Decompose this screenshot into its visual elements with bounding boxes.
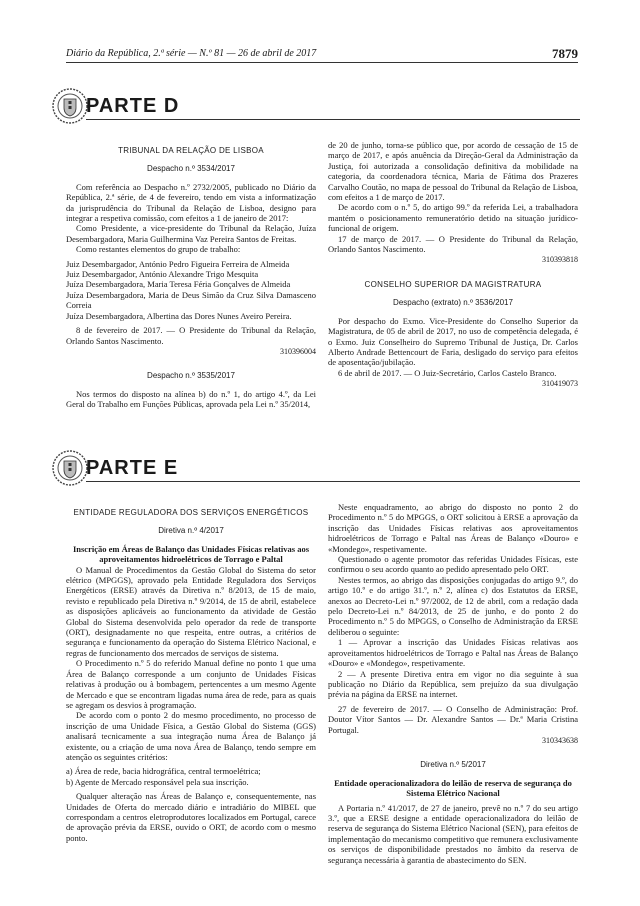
signature: 17 de março de 2017. — O Presidente do Tribunal da Relação, Orlando Santos Nascimento. [328,233,578,255]
paragraph: Por despacho do Exmo. Vice-Presidente do Conselho Superior da Magistratura, de 05 de abril de 2017, no uso de competência delegada, é o Exmo. Juiz Conselheiro do Supremo Tribunal de Justiça, Dr. Carlos Alberto Andrade Bettencourt de Faria, desligado do serviço para efeitos de aposentação/jubilação. [328,315,578,368]
list-item: b) Agente de Mercado responsável pela sua inscrição. [66,776,249,787]
paragraph: Como restantes elementos do grupo de trabalho: [76,244,241,255]
header-rule [66,62,578,63]
journal-title: Diário da República, 2.ª série — N.º 81 — 26 de abril de 2017 [66,48,317,59]
org-heading: ENTIDADE REGULADORA DOS SERVIÇOS ENERGÉTICOS [73,508,309,517]
parte-e-right-column [328,502,578,865]
parte-d-rule [86,119,580,120]
diretiva-title: Diretiva n.º 4/2017 [158,526,224,536]
member-item: Juíza Desembargadora, Maria Teresa Féria Gonçalves de Almeida [66,279,291,290]
paragraph: de 20 de junho, torna-se público que, por acordo de cessação de 15 de março de 2017, e após anuência da Direção-Geral da Administração da Justiça, foi autorizada a consolidação definitiva da mobilidade na categoria, da coordenadora técnica, Maria de Fátima dos Prazeres Carvalho Coutão, no mapa de pessoal do Tribunal da Relação de Lisboa, com efeitos a 1 de março de 2017. [328,140,578,203]
parte-e-rule [86,481,580,482]
parte-e-left-column [66,508,316,843]
reference-number: 310393818 [542,255,578,265]
reference-number: 310419073 [542,379,578,389]
org-heading: TRIBUNAL DA RELAÇÃO DE LISBOA [118,146,264,155]
org-heading: CONSELHO SUPERIOR DA MAGISTRATURA [364,279,542,289]
diretiva-heading: Entidade operacionalizadora do leilão de reserva de segurança do Sistema Elétrico Nacional [334,777,572,799]
despacho-title: Despacho n.º 3535/2017 [147,371,235,381]
member-item: Juíza Desembargadora, Maria de Deus Simão da Cruz Silva Damasceno Correia [66,289,316,311]
parte-d-left-column [66,146,316,410]
list-item: a) Área de rede, bacia hidrográfica, central termoelétrica; [66,766,261,777]
paragraph: Neste enquadramento, ao abrigo do disposto no ponto 2 do Procedimento n.º 5 do MPGGS, o ORT solicitou à ERSE a aprovação da inscrição das Unidades Físicas relativas aos aproveitamentos hidroelétricos de Torrago e Paltal nas Áreas de Balanço «Douro» e «Mondego», respetivamente. [328,502,578,554]
coat-of-arms-icon [50,448,90,488]
member-item: Juíza Desembargadora, Albertina das Dores Nunes Aveiro Pereira. [66,310,292,321]
despacho-title: Despacho n.º 3534/2017 [147,164,235,174]
paragraph: Questionado o agente promotor das referidas Unidades Físicas, este confirmou o seu acordo quanto ao pedido apresentado pelo ORT. [328,554,578,575]
signature: 6 de abril de 2017. — O Juiz-Secretário, Carlos Castelo Branco. [338,367,557,378]
parte-d-banner [50,86,580,130]
paragraph: 2 — A presente Diretiva entra em vigor no dia seguinte à sua publicação no Diário da República, sem prejuízo da sua divulgação prévia na página da ERSE na internet. [328,668,578,700]
paragraph: A Portaria n.º 41/2017, de 27 de janeiro, prevê no n.º 7 do seu artigo 3.º, que a ERSE designe a entidade operacionalizadora do leilão de reserva de segurança do Sistema Elétrico Nacional (SEN), para efeitos de implementação do mecanismo competitivo que remunera exclusivamente os serviços de disponibilidade prestados no âmbito da reserva de segurança necessária à garantia de abastecimento do SEN. [328,802,578,865]
diretiva-heading: Inscrição em Áreas de Balanço das Unidades Físicas relativas aos aproveitamentos hidroelétricos de Torrago e Paltal [72,543,310,565]
paragraph: Qualquer alteração nas Áreas de Balanço e, consequentemente, nas Unidades de Oferta do mercado diário e intradiário do MIBEL que correspondam a centros eletroprodutores localizados em Portugal, carece de aprovação prévia da ERSE, ouvido o ORT, de acordo com o mesmo ponto. [66,791,316,843]
paragraph: De acordo com o n.º 5, do artigo 99.º da referida Lei, a trabalhadora mantém o posicionamento remuneratório detido na situação jurídico-funcional de origem. [328,202,578,234]
parte-d-right-column [328,140,578,404]
signature: 27 de fevereiro de 2017. — O Conselho de Administração: Prof. Doutor Vítor Santos — Dr. Alexandre Santos — Dr.ª Maria Cristina Portugal. [328,703,578,735]
page-header [66,48,578,59]
paragraph: Como Presidente, a vice-presidente do Tribunal da Relação, Juíza Desembargadora, Maria Guilhermina Vaz Pereira Santos de Freitas. [66,223,316,244]
parte-e-banner [50,448,580,492]
paragraph: De acordo com o ponto 2 do mesmo procedimento, no processo de inscrição de uma Unidade Física, a Gestão Global do Sistema (GGS) analisará tecnicamente a sua integração numa Área de Balanço já existente, ou a criação de uma nova Área de Balanço, tendo sempre em atenção os seguintes critérios: [66,710,316,762]
paragraph: Nos termos do disposto na alínea b) do n.º 1, do artigo 4.º, da Lei Geral do Trabalho em Funções Públicas, aprovada pela Lei n.º 35/2014, [66,388,316,410]
parte-d-title: PARTE D [86,95,180,117]
signature: 8 de fevereiro de 2017. — O Presidente do Tribunal da Relação, Orlando Santos Nascimento. [66,325,316,346]
despacho-title: Despacho (extrato) n.º 3536/2017 [393,298,513,308]
member-item: Juiz Desembargador, António Pedro Figueira Ferreira de Almeida [66,258,290,269]
page-number: 7879 [552,46,578,61]
paragraph: Com referência ao Despacho n.º 2732/2005, publicado no Diário da República, 2.ª série, de 4 de fevereiro, tendo em vista a informatização da jurisprudência do Tribunal da Relação de Lisboa, designo para integrar a respetiva comissão, com efeitos a 1 de janeiro de 2017: [66,181,316,224]
member-item: Juiz Desembargador, António Alexandre Trigo Mesquita [66,269,259,280]
diretiva-title: Diretiva n.º 5/2017 [420,760,486,770]
paragraph: O Procedimento n.º 5 do referido Manual define no ponto 1 que uma Área de Balanço corresponde a um conjunto de Unidades Físicas relativas à produção ou à bombagem, pertencentes a um mesmo Agente de Mercado e que se encontram ligadas numa área de rede, para as quais se agregam os desvios à programação. [66,658,316,710]
parte-e-title: PARTE E [86,457,179,479]
paragraph: Nestes termos, ao abrigo das disposições conjugadas do artigo 9.º, do artigo 10.º e do artigo 31.º, n.º 2, alínea c) dos Estatutos da ERSE, anexos ao Decreto-Lei n.º 97/2002, de 12 de abril, com a redação dada pelo Decreto-Lei n.º 84/2013, de 25 de junho, e do ponto 2 do Procedimento n.º 5 do MPGGS, o Conselho de Administração da ERSE deliberou o seguinte: [328,574,578,637]
reference-number: 310396004 [280,346,316,356]
paragraph: 1 — Aprovar a inscrição das Unidades Físicas relativas aos aproveitamentos hidroelétricos de Torrago e Paltal nas Áreas de Balanço «Douro» e «Mondego», respetivamente. [328,637,578,669]
coat-of-arms-icon [50,86,90,126]
reference-number: 310343638 [542,735,578,745]
paragraph: O Manual de Procedimentos da Gestão Global do Sistema do setor elétrico (MPGGS), aprovado pela Entidade Reguladora dos Serviços Energéticos (ERSE) através da Diretiva n.º 8/2013, de 15 de maio, revisto e republicado pela Diretiva n.º 9/2014, de 15 de abril, estabelece as disposições aplicáveis ao funcionamento da atividade de Gestão Global do Sistema desenvolvida pelo operador da rede de transporte (ORT), designadamente no que respeita, entre outras, a critérios de segurança e funcionamento da operação do Sistema Elétrico Nacional, e regras de funcionamento dos mercados de serviços de sistema. [66,564,316,658]
